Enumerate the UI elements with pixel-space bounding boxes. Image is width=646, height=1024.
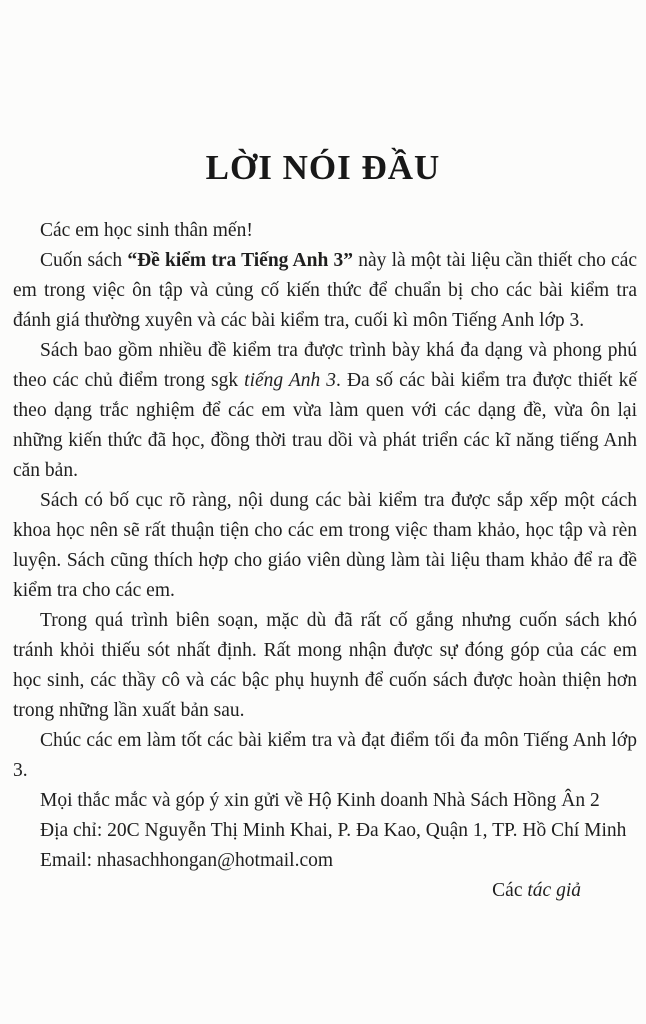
paragraph-layout [13, 486, 637, 606]
paragraph-structure [13, 336, 637, 486]
paragraph-wish [13, 726, 637, 786]
contact-email-line [13, 846, 637, 876]
book-title-bold: “Đề kiểm tra Tiếng Anh 3” [127, 249, 354, 271]
apology-text: Trong quá trình biên soạn, mặc dù đã rất cố gắng nhưng cuốn sách khó tránh khỏi thiếu sót nhất định. Rất mong nhận được sự đóng góp của các em học sinh, các thầy cô và các bậc phụ huynh để cuốn sách được hoàn thiện hơn trong những lần xuất bản sau. [13, 609, 637, 721]
structure-text-post: . Đa số các bài kiểm tra được thiết kế theo dạng trắc nghiệm để các em vừa làm quen với các dạng đề, vừa ôn lại những kiến thức đã học, đồng thời trau dồi và phát triển các kĩ năng tiếng Anh căn bản. [13, 369, 637, 481]
contact-address-text: Địa chỉ: 20C Nguyễn Thị Minh Khai, P. Đa Kao, Quận 1, TP. Hồ Chí Minh [40, 819, 627, 841]
contact-email-text: Email: nhasachhongan@hotmail.com [40, 849, 334, 871]
intro-text-pre: Cuốn sách [40, 249, 128, 271]
layout-text: Sách có bố cục rõ ràng, nội dung các bài kiểm tra được sắp xếp một cách khoa học nên sẽ rất thuận tiện cho các em trong việc tham khảo, học tập và rèn luyện. Sách cũng thích hợp cho giáo viên dùng làm tài liệu tham khảo để ra đề kiểm tra cho các em. [13, 489, 637, 601]
page-title: LỜI NÓI ĐẦU [205, 148, 441, 187]
contact-feedback-line [13, 786, 637, 816]
greeting-text: Các em học sinh thân mến! [40, 219, 253, 241]
preface-content [13, 216, 637, 906]
structure-text-pre: Sách bao gồm nhiều đề kiểm tra được trình bày khá đa dạng và phong phú theo các chủ điểm trong sgk [13, 339, 637, 391]
textbook-name-italic: tiếng Anh 3 [244, 369, 337, 391]
contact-address-line [13, 816, 637, 846]
signature-text-pre: Các [492, 879, 528, 901]
contact-feedback-text: Mọi thắc mắc và góp ý xin gửi về Hộ Kinh doanh Nhà Sách Hồng Ân 2 [40, 789, 600, 811]
paragraph-intro [13, 246, 637, 336]
paragraph-apology [13, 606, 637, 726]
author-signature [13, 876, 637, 906]
greeting-line [13, 216, 637, 246]
intro-text-post: này là một tài liệu cần thiết cho các em trong việc ôn tập và củng cố kiến thức để chuẩn bị cho các bài kiểm tra đánh giá thường xuyên và các bài kiểm tra, cuối kì môn Tiếng Anh lớp 3. [13, 249, 637, 331]
signature-text-italic: tác giả [527, 879, 581, 901]
wish-text: Chúc các em làm tốt các bài kiểm tra và đạt điểm tối đa môn Tiếng Anh lớp 3. [13, 729, 637, 781]
